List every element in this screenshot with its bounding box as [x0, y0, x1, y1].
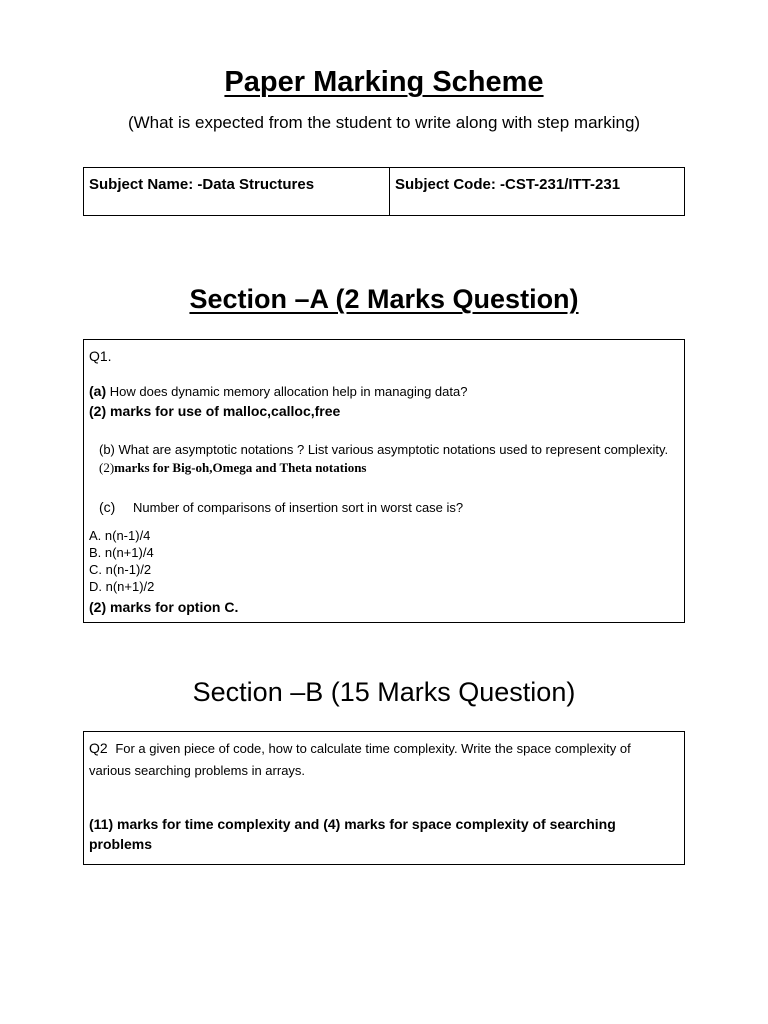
- q1b-question: (b) What are asymptotic notations ? List various asymptotic notations used to represent complexity.: [99, 442, 669, 457]
- section-a-heading: Section –A (2 Marks Question): [189, 284, 579, 314]
- section-b-heading: Section –B (15 Marks Question): [192, 677, 576, 707]
- q1-label: Q1.: [89, 348, 112, 364]
- q1c-text: Number of comparisons of insertion sort in worst case is?: [132, 500, 464, 515]
- subject-code-cell: Subject Code: -CST-231/ITT-231: [390, 168, 685, 216]
- q1a-label: (a): [89, 383, 107, 399]
- q1c-option-b: B. n(n+1)/4: [89, 545, 154, 560]
- q1c-option-d: D. n(n+1)/2: [89, 579, 155, 594]
- q1a-marks: (2) marks for use of malloc,calloc,free: [89, 403, 341, 419]
- subject-table: [83, 167, 685, 216]
- q1c-option-c: C. n(n-1)/2: [89, 562, 152, 577]
- q2-label: Q2: [89, 740, 108, 756]
- q2-question: [89, 737, 676, 782]
- q1c-question: [99, 499, 463, 515]
- q1c-label: (c): [99, 499, 116, 515]
- q1b-marks-prefix: (2): [99, 460, 115, 475]
- page-subtitle: (What is expected from the student to write along with step marking): [127, 113, 641, 132]
- q1a-question: [89, 383, 467, 399]
- q1c-marks: (2) marks for option C.: [89, 599, 239, 615]
- section-a-question-box: [83, 339, 685, 623]
- section-b-question-box: [83, 731, 685, 865]
- subject-name-cell: Subject Name: -Data Structures: [84, 168, 390, 216]
- q1b-marks: [99, 460, 367, 476]
- q1c-option-a: A. n(n-1)/4: [89, 528, 151, 543]
- page-title: Paper Marking Scheme: [224, 66, 544, 98]
- q1b-marks-text: marks for Big-oh,Omega and Theta notations: [114, 460, 367, 475]
- q2-marks: (11) marks for time complexity and (4) marks for space complexity of searching problems: [89, 816, 616, 852]
- q2-text: For a given piece of code, how to calculate time complexity. Write the space complexity of various searching problems in arrays.: [89, 741, 631, 778]
- q1a-text: How does dynamic memory allocation help in managing data?: [109, 384, 468, 399]
